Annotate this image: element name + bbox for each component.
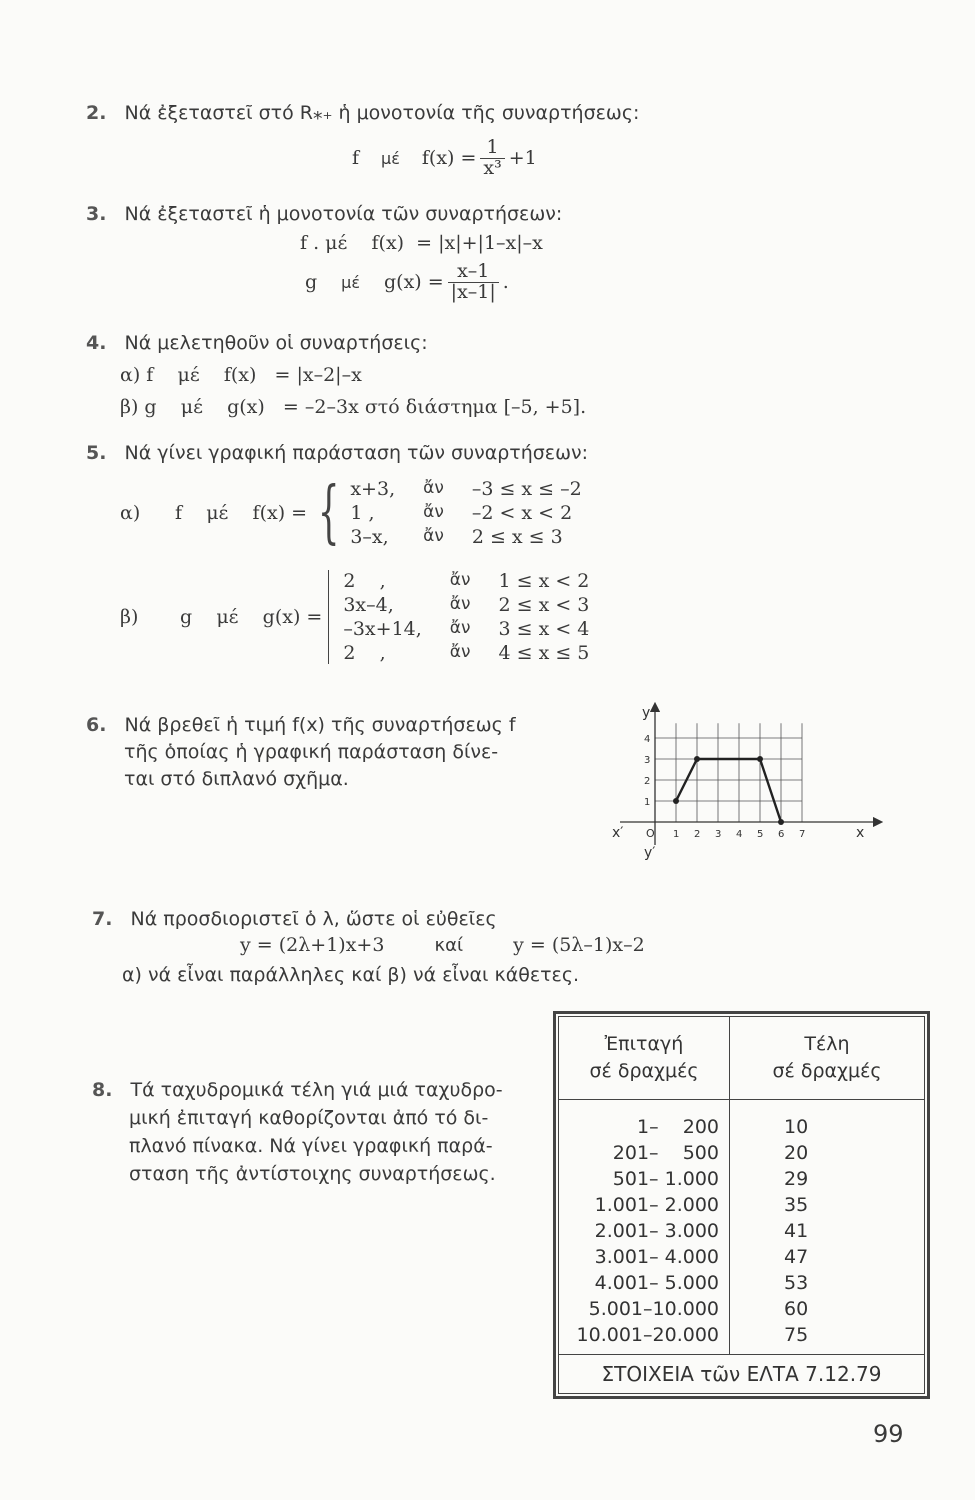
fees-table-footer (559, 1355, 924, 1394)
ex3-text: Νά ἐξεταστεῖ ἡ μονοτονία τῶν συναρτήσεων: (124, 203, 563, 225)
ex5-heading (86, 442, 588, 464)
table-row (559, 1296, 924, 1322)
x-prime-label: x′ (612, 825, 624, 841)
header-order-line2: σέ δραχμές (589, 1060, 699, 1082)
ex7-equations (240, 934, 645, 956)
ex5-b-cond-word: ἄν (449, 570, 471, 590)
ex4-a: α) f μέ f(x) = |x–2|–x (120, 364, 362, 386)
graph-grid (655, 723, 802, 822)
header-order-line1: Ἐπιταγή (604, 1033, 684, 1056)
ex5-b-cases (328, 570, 589, 664)
x-tick-label: 5 (757, 829, 764, 840)
ex2-text: Νά ἐξεταστεῖ στό R⁎₊ ἡ μονοτονία τῆς συναρτήσεως: (124, 102, 640, 124)
ex6-line-3: ται στό διπλανό σχῆμα. (124, 768, 349, 790)
table-row (559, 1270, 924, 1296)
ex5-a-cond-word: ἄν (423, 478, 444, 498)
function-graph-points (673, 756, 784, 825)
x-tick-label: 1 (673, 829, 680, 840)
ex5-a-label: α) (120, 502, 141, 524)
fees-table-spacer (559, 1100, 924, 1115)
fee-value: 20 (784, 1142, 809, 1164)
page-number: 99 (873, 1420, 904, 1448)
ex5-b-expr: –3x+14, (343, 618, 422, 640)
ex6-line-1: Νά βρεθεῖ ἡ τιμή f(x) τῆς συναρτήσεως f (124, 714, 516, 736)
header-order-amount (559, 1017, 730, 1100)
ex2-number: 2. (86, 102, 107, 124)
order-range: 3.001– 4.000 (559, 1244, 730, 1270)
order-range: 4.001– 5.000 (559, 1270, 730, 1296)
fees-table (559, 1017, 924, 1393)
ex5-a-expr: 1 , (350, 502, 375, 524)
y-prime-label: y′ (644, 845, 656, 861)
ex4-heading (86, 332, 428, 354)
ex3-frac-num: x–1 (457, 260, 490, 282)
graph-point (757, 756, 763, 762)
fees-table-frame (553, 1011, 930, 1399)
y-tick-label: 2 (644, 776, 651, 787)
ex2-frac-num: 1 (486, 136, 499, 158)
ex3-tail: . (502, 271, 509, 294)
table-row (559, 1192, 924, 1218)
ex5-b-cond: 4 ≤ x ≤ 5 (498, 642, 590, 664)
x-tick-label: 6 (778, 829, 785, 840)
fee-value: 75 (784, 1324, 809, 1346)
y-tick-label: 4 (644, 734, 651, 745)
ex7-number: 7. (92, 908, 113, 930)
order-range: 1– 200 (559, 1114, 730, 1140)
ex5-b-func: g μέ g(x) = (180, 606, 323, 628)
fee-value: 53 (784, 1272, 809, 1294)
ex4-b: β) g μέ g(x) = –2–3x στό διάστημα [–5, +5]. (120, 396, 587, 418)
ex5-number: 5. (86, 442, 107, 464)
ex5-a-expr: 3–x, (350, 526, 389, 548)
fee-value: 60 (784, 1298, 809, 1320)
ex3-me: μέ (341, 272, 360, 292)
ex7-and: καί (434, 935, 464, 956)
graph-point (673, 798, 679, 804)
ex5-a-cond: 2 ≤ x ≤ 3 (471, 526, 563, 548)
ex5-a-block (120, 473, 582, 552)
graph-point (694, 756, 700, 762)
x-tick-label: 2 (694, 829, 701, 840)
order-range: 1.001– 2.000 (559, 1192, 730, 1218)
ex3-line1: f . μέ f(x) = |x|+|1–x|–x (300, 232, 543, 254)
ex6-graph (600, 695, 890, 865)
ex5-b-label: β) (120, 606, 139, 628)
ex2-lhs: f(x) = (421, 147, 477, 170)
ex5-b-cond: 2 ≤ x < 3 (498, 594, 590, 616)
fee-value: 10 (784, 1116, 809, 1138)
table-row (559, 1244, 924, 1270)
ex3-fraction (448, 262, 499, 303)
ex8-text-block (92, 1076, 503, 1188)
ex3-g: g (305, 271, 318, 294)
ex3-frac-den: |x–1| (448, 282, 499, 303)
y-axis-label: y (642, 705, 651, 721)
x-tick-label: 4 (736, 829, 743, 840)
order-range: 201– 500 (559, 1140, 730, 1166)
table-row (559, 1140, 924, 1166)
y-tick-label: 1 (644, 797, 651, 808)
x-axis-label: x (856, 825, 865, 841)
x-tick-label: 7 (799, 829, 806, 840)
ex5-b-cond: 1 ≤ x < 2 (498, 570, 590, 592)
ex5-b-cond: 3 ≤ x < 4 (498, 618, 590, 640)
fee-value: 41 (784, 1220, 809, 1242)
ex5-b-expr: 2 , (343, 570, 386, 592)
y-tick-label: 3 (644, 755, 651, 766)
order-range: 2.001– 3.000 (559, 1218, 730, 1244)
table-row (559, 1114, 924, 1140)
table-row (559, 1218, 924, 1244)
header-fees (730, 1017, 925, 1100)
ex8-line-3: πλανό πίνακα. Νά γίνει γραφική παρά- (129, 1135, 493, 1157)
fees-table-header (559, 1017, 924, 1100)
ex6-text-block (86, 712, 516, 793)
ex7-heading (92, 908, 497, 930)
order-range: 5.001–10.000 (559, 1296, 730, 1322)
table-row (559, 1166, 924, 1192)
order-range: 501– 1.000 (559, 1166, 730, 1192)
ex5-a-cond-word: ἄν (423, 502, 444, 522)
ex5-b-cond-word: ἄν (449, 618, 471, 638)
ex3-lhs2: g(x) = (384, 271, 444, 294)
ex2-f: f (352, 147, 360, 170)
ex8-line-2: μική ἐπιταγή καθορίζονται ἀπό τό δι- (129, 1107, 489, 1129)
origin-label: O (646, 827, 655, 840)
ex5-b-block (120, 570, 589, 664)
x-tick-label: 3 (715, 829, 722, 840)
ex6-line-2: τῆς ὁποίας ἡ γραφική παράσταση δίνε- (124, 741, 499, 763)
ex8-number: 8. (92, 1079, 113, 1101)
table-row (559, 1322, 924, 1348)
ex2-fraction (480, 138, 504, 179)
ex5-a-brace: { (317, 473, 340, 552)
ex7-eq2: y = (5λ–1)x–2 (513, 934, 645, 956)
ex3-line2 (305, 262, 509, 303)
ex2-frac-den: x³ (480, 158, 504, 179)
ex5-a-cases (350, 478, 581, 548)
ex2-heading (86, 102, 639, 124)
fees-source: ΣΤΟΙΧΕΙΑ τῶν ΕΛΤΑ 7.12.79 (559, 1355, 924, 1394)
fee-value: 35 (784, 1194, 809, 1216)
header-fees-line2: σέ δραχμές (772, 1060, 882, 1082)
ex8-line-1: Τά ταχυδρομικά τέλη γιά μιά ταχυδρο- (130, 1079, 503, 1101)
ex7-text: Νά προσδιοριστεῖ ὁ λ, ὥστε οἱ εὐθεῖες (130, 908, 497, 930)
fee-value: 47 (784, 1246, 809, 1268)
ex5-b-expr: 2 , (343, 642, 386, 664)
ex3-number: 3. (86, 203, 107, 225)
ex5-a-func: f μέ f(x) = (175, 502, 308, 524)
ex5-a-cond: –3 ≤ x ≤ –2 (471, 478, 582, 500)
ex4-number: 4. (86, 332, 107, 354)
ex5-text: Νά γίνει γραφική παράσταση τῶν συναρτήσεων: (124, 442, 589, 464)
ex2-formula (352, 138, 537, 179)
ex4-text: Νά μελετηθοῦν οἱ συναρτήσεις: (124, 332, 428, 354)
ex5-b-cond-word: ἄν (449, 594, 471, 614)
ex2-me: μέ (381, 148, 400, 168)
order-range: 10.001–20.000 (559, 1322, 730, 1348)
function-graph-line (676, 759, 781, 822)
ex3-heading (86, 203, 562, 225)
ex6-number: 6. (86, 714, 107, 736)
fees-table-body (559, 1114, 924, 1348)
ex5-a-expr: x+3, (350, 478, 396, 500)
ex2-tail: +1 (508, 147, 537, 170)
graph-point (778, 819, 784, 825)
fee-value: 29 (784, 1168, 809, 1190)
ex5-b-expr: 3x–4, (343, 594, 394, 616)
ex8-line-4: σταση τῆς ἀντίστοιχης συναρτήσεως. (129, 1163, 496, 1185)
ex5-a-cond: –2 < x < 2 (471, 502, 573, 524)
ex5-b-cond-word: ἄν (449, 642, 471, 662)
fees-table-inner (558, 1016, 925, 1394)
ex7-eq1: y = (2λ+1)x+3 (240, 934, 385, 956)
ex7-tail: α) νά εἶναι παράλληλες καί β) νά εἶναι κάθετες. (122, 964, 580, 986)
header-fees-line1: Τέλη (804, 1033, 850, 1056)
ex5-a-cond-word: ἄν (423, 526, 444, 546)
